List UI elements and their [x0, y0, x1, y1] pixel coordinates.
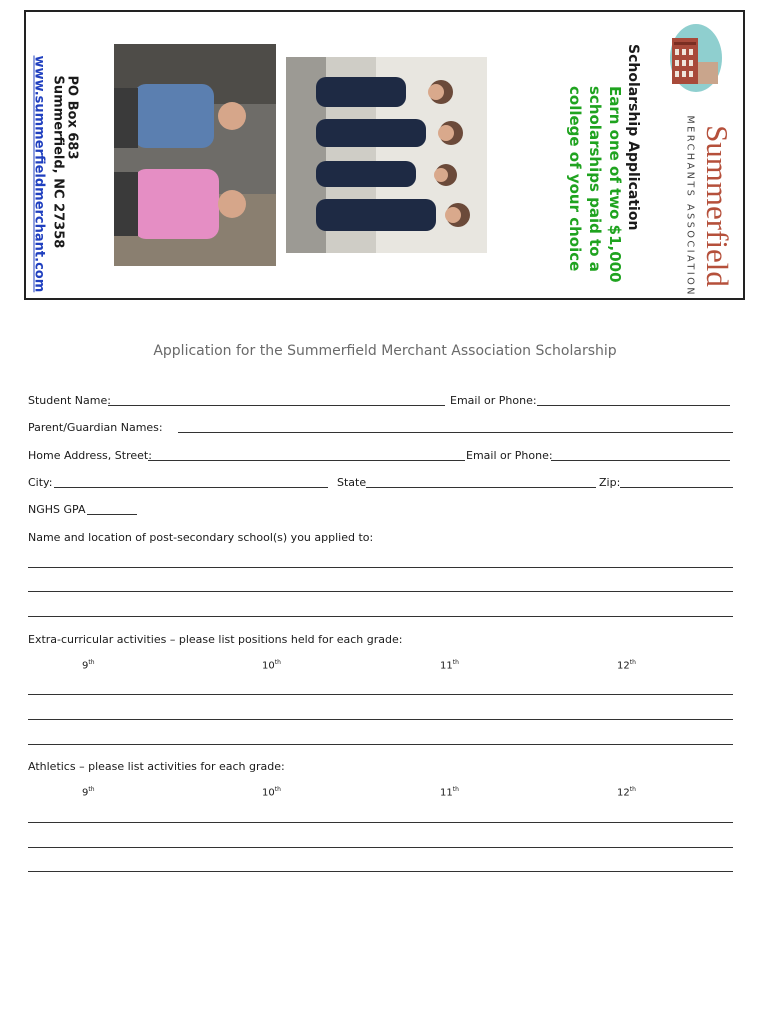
student-name-field[interactable] [108, 405, 445, 406]
building-logo-icon [666, 22, 724, 94]
grade-9-label: 9th [82, 659, 95, 672]
state-field[interactable] [366, 487, 596, 488]
city-label: City: [28, 476, 53, 489]
earn-line: Earn one of two $1,000 [606, 86, 624, 283]
grade-11-label: 11th [440, 786, 459, 799]
grade-11-label: 11th [440, 659, 459, 672]
grade-9-label: 9th [82, 786, 95, 799]
schools-line[interactable] [28, 591, 733, 592]
extracurricular-label: Extra-curricular activities – please list positions held for each grade: [28, 633, 403, 646]
po-box: PO Box 683 [64, 75, 80, 160]
grade-12-label: 12th [617, 659, 636, 672]
logo-title: Summerfield [700, 125, 735, 287]
logo [662, 20, 744, 298]
parent-guardian-label: Parent/Guardian Names: [28, 421, 163, 434]
home-address-field[interactable] [148, 460, 465, 461]
extracurricular-line[interactable] [28, 694, 733, 695]
city-field[interactable] [54, 487, 328, 488]
flyer-header [24, 10, 745, 300]
email-phone-label: Email or Phone: [450, 394, 537, 407]
schools-label: Name and location of post-secondary school(s) you applied to: [28, 531, 374, 544]
earn-text [565, 86, 625, 286]
grade-12-label: 12th [617, 786, 636, 799]
athletics-line[interactable] [28, 822, 733, 823]
athletics-line[interactable] [28, 847, 733, 848]
gpa-label: NGHS GPA [28, 503, 86, 516]
earn-line: college of your choice [566, 86, 584, 272]
parent-guardian-field[interactable] [178, 432, 733, 433]
home-address-label: Home Address, Street: [28, 449, 152, 462]
website-link[interactable]: www.summerfieldmerchant.com [31, 55, 47, 293]
men-photo [114, 44, 276, 266]
scholarship-title: Scholarship Application [625, 44, 641, 231]
earn-line: scholarships paid to a [586, 86, 604, 272]
schools-line[interactable] [28, 567, 733, 568]
grade-10-label: 10th [262, 786, 281, 799]
athletics-line[interactable] [28, 871, 733, 872]
email-phone-field[interactable] [537, 405, 730, 406]
gpa-field[interactable] [87, 514, 137, 515]
form-title: Application for the Summerfield Merchant Association Scholarship [153, 343, 617, 359]
extracurricular-line[interactable] [28, 719, 733, 720]
email-phone-label-2: Email or Phone: [466, 449, 553, 462]
state-label: State [337, 476, 367, 489]
city-state-zip: Summerfield, NC 27358 [50, 75, 66, 249]
zip-field[interactable] [620, 487, 733, 488]
group-photo [286, 57, 487, 253]
email-phone-field-2[interactable] [551, 460, 730, 461]
zip-label: Zip: [599, 476, 621, 489]
athletics-label: Athletics – please list activities for each grade: [28, 760, 285, 773]
student-name-label: Student Name: [28, 394, 111, 407]
extracurricular-line[interactable] [28, 744, 733, 745]
schools-line[interactable] [28, 616, 733, 617]
grade-10-label: 10th [262, 659, 281, 672]
logo-subtitle: MERCHANTS ASSOCIATION [684, 115, 696, 298]
